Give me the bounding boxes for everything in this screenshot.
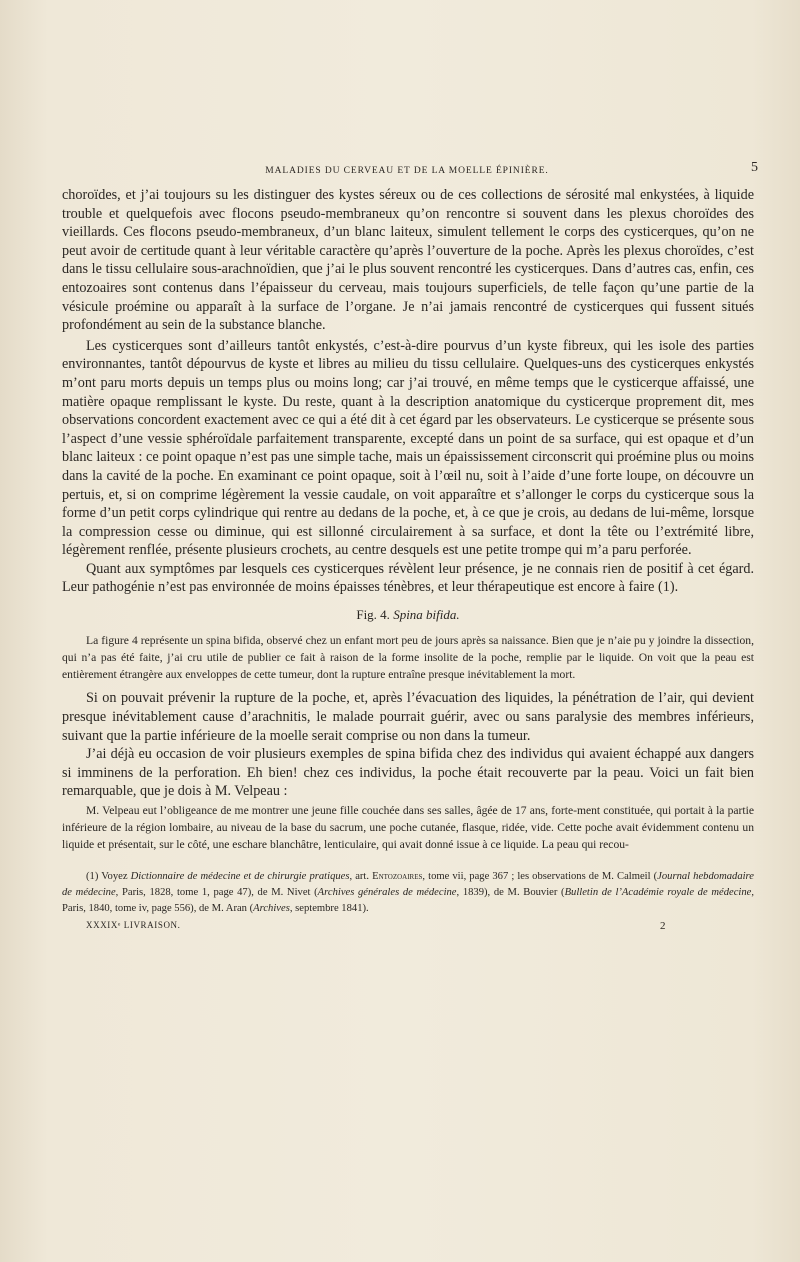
footnote-text: , 1839), de M. Bouvier ( [456, 887, 565, 898]
footnote-title: Bulletin de l’Académie royale de médecine [564, 887, 752, 898]
footnote-text: , septembre 1841). [289, 902, 369, 914]
paragraph-symptoms: Quant aux symptômes par lesquels ces cysticerques révèlent leur présence, je ne connais rien de positif à cet égard. Leur pathogénie n’est pas environnée de moins épaisses ténèbres, et leur thérapeutique est encore à faire (1). [62, 560, 754, 596]
velpeau-case-text: M. Velpeau eut l’obligeance de me montrer une jeune fille couchée dans ses salles, âgée de 17 ans, forte-ment constituée, qui portait à la partie inférieure de la région lombaire, au niveau de la base du sacrum, une poche cutanée, flasque, ridée, vide. Cette poche avait évidemment contenu un liquide et présentait, sur le côté, une eschare blanchâtre, lenticulaire, qui avait donné issue à ce liquide. La peau qui recou- [62, 804, 754, 851]
figure-description: La figure 4 représente un spina bifida, observé chez un enfant mort peu de jours après sa naissance. Bien que je n’aie pu y joindre la dissection, qui n’a pas été faite, j’ai cru utile de publier ce fait à raison de la forme insolite de la poche, remplie par le liquide. On voit que la peau est entièrement étrangère aux enveloppes de cette tumeur, dont la rupture entraîne presque inévitablement la mort. [62, 634, 754, 681]
footnote-text: Voyez [98, 871, 131, 883]
footnote-text: , art. [349, 871, 373, 883]
page-text [62, 186, 754, 936]
running-head [62, 160, 758, 178]
paragraph-velpeau-intro: J’ai déjà eu occasion de voir plusieurs exemples de spina bifida chez des individus qui avaient échappé aux dangers si imminens de la perforation. Eh bien! chez ces individus, la poche était recouverte par la peau. Voici un fait bien remarquable, que je dois à M. Velpeau : [62, 746, 754, 800]
footnote-text: , tome vii, page 367 ; les observations de M. Calmeil ( [422, 871, 658, 883]
signature-mark: XXXIXᵉ LIVRAISON. [86, 920, 181, 931]
paragraph-continuation: choroïdes, et j’ai toujours su les distinguer des kystes séreux ou de ces collections de sérosité mal enkystées, à liquide trouble et quelquefois avec flocons pseudo-membraneux qu’on rencontre si souvent dans les plexus choroïdes des vieillards. Ces flocons pseudo-membraneux, d’un blanc laiteux, simulent tellement le corps des cysticerques, qu’on ne peut avoir de certitude quant à leur véritable caractère qu’après l’ouverture de la poche. Après les plexus choroïdes, c’est dans le tissu cellulaire sous-arachnoïdien, que j’ai le plus souvent rencontré les cysticerques. Dans d’autres cas, enfin, ces entozoaires sont contenus dans l’épaisseur du cerveau, mais toujours superficiels, de telle façon qu’une partie de la vésicule proémine ou apparaît à la surface de l’organe. Je n’ai jamais rencontré de cysticerques qui fussent situés profondément au sein de la substance blanche. [62, 187, 754, 334]
paragraph-cysticerque-description: Les cysticerques sont d’ailleurs tantôt enkystés, c’est-à-dire pourvus d’un kyste fibreux, qui les isole des parties environnantes, tantôt dépourvus de kyste et libres au milieu du tissu cellulaire. Quelques-uns des cysticerques enkystés m’ont paru morts depuis un temps plus ou moins long; car j’ai trouvé, en même temps que le cysticerque affaissé, une matière opaque remplissant le kyste. Du reste, quant à la description anatomique du cysticerque proprement dit, mes observations concordent exactement avec ce qui a été dit à cet égard par les observateurs. Le cysticerque se présente sous l’aspect d’une vessie sphéroïdale parfaitement transparente, excepté dans un point de sa surface, qui est opaque et d’un blanc laiteux : ce point opaque n’est pas une simple tache, mais un épaississement circonscrit qui proémine plus ou moins dans la cavité de la poche. En examinant ce point opaque, soit à l’œil nu, soit à l’aide d’une forte loupe, on découvre un pertuis, et, si on comprime légèrement la vessie caudale, on voit apparaître et s’allonger le corps du cysticerque sous la forme d’un petit corps cylindrique qui rentre au dedans de la poche, et, à ce que je crois, au dedans de lui-même, lorsque la compression cesse ou diminue, qui est sillonné circulairement à sa surface, et dont la tête ou l’extrémité libre, légèrement renflée, présente plusieurs crochets, au centre desquels est une petite trompe qui m’a paru perforée. [62, 337, 754, 559]
page-footer [62, 920, 754, 936]
footnote-article: Entozoaires [372, 871, 423, 883]
footnote-title: Dictionnaire de médecine et de chirurgie pratiques [130, 871, 350, 883]
footnote-title: Archives générales de médecine [317, 887, 457, 898]
footnote-text: , Paris, 1840, tome iv, page 556), de M. Aran ( [62, 887, 754, 914]
footnote-title: Journal hebdomadaire de médecine [62, 871, 754, 898]
footnote [62, 869, 754, 916]
figure-name: Spina bifida. [393, 607, 460, 623]
footnote-title: Archives [253, 902, 290, 914]
page-number: 5 [751, 160, 758, 175]
figure-caption [62, 607, 754, 623]
running-head-title: MALADIES DU CERVEAU ET DE LA MOELLE ÉPINIÈRE. [265, 166, 549, 176]
paragraph-prevention: Si on pouvait prévenir la rupture de la poche, et, après l’évacuation des liquides, la pénétration de l’air, qui devient presque inévitablement cause d’arachnitis, le malade pourrait guérir, avec ou sans paralysie des membres inférieurs, suivant que la partie inférieure de la moelle serait comprise ou non dans la tumeur. [62, 690, 754, 744]
sheet-number: 2 [660, 920, 667, 933]
figure-label: Fig. 4. [356, 607, 390, 623]
footnote-marker: (1) [86, 871, 99, 883]
footnote-text: , Paris, 1828, tome 1, page 47), de M. Nivet ( [115, 887, 318, 898]
